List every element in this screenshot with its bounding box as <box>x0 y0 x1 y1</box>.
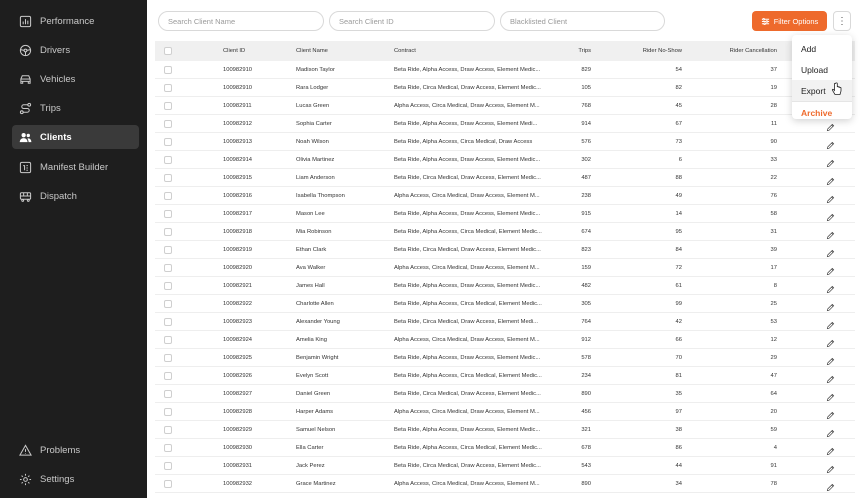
chart-icon <box>19 15 32 28</box>
contract-cell: Beta Ride, Alpha Access, Circa Medical, Element Medic... <box>394 229 542 235</box>
no-show-cell: 14 <box>675 211 682 217</box>
row-checkbox[interactable] <box>164 462 172 470</box>
no-show-cell: 38 <box>675 427 682 433</box>
table-row[interactable] <box>155 169 855 187</box>
cancellation-cell: 17 <box>770 265 777 271</box>
cancellation-cell: 8 <box>773 283 777 289</box>
sidebar-item-manifest-builder[interactable] <box>12 155 139 179</box>
client-name-cell: James Hall <box>296 283 325 289</box>
table-row[interactable] <box>155 421 855 439</box>
row-checkbox[interactable] <box>164 84 172 92</box>
cancellation-cell: 39 <box>770 247 777 253</box>
cancellation-cell: 64 <box>770 391 777 397</box>
edit-icon[interactable] <box>826 371 835 380</box>
client-id-cell: 100982925 <box>223 355 253 361</box>
cancellation-cell: 20 <box>770 409 777 415</box>
contract-cell: Beta Ride, Circa Medical, Draw Access, Element Medic... <box>394 391 541 397</box>
no-show-cell: 34 <box>675 481 682 487</box>
row-checkbox[interactable] <box>164 408 172 416</box>
client-id-cell: 100982923 <box>223 319 253 325</box>
row-checkbox[interactable] <box>164 264 172 272</box>
client-name-cell: Noah Wilson <box>296 139 329 145</box>
row-checkbox[interactable] <box>164 282 172 290</box>
table-row[interactable] <box>155 313 855 331</box>
client-id-cell: 100982921 <box>223 283 253 289</box>
client-name-cell: Samuel Nelson <box>296 427 336 433</box>
no-show-cell: 99 <box>675 301 682 307</box>
edit-icon[interactable] <box>826 227 835 236</box>
table-row[interactable] <box>155 187 855 205</box>
no-show-cell: 84 <box>675 247 682 253</box>
contract-cell: Beta Ride, Alpha Access, Draw Access, Element Medic... <box>394 67 541 73</box>
client-name-cell: Grace Martinez <box>296 481 336 487</box>
trips-cell: 829 <box>581 67 591 73</box>
trips-cell: 890 <box>581 391 591 397</box>
edit-icon[interactable] <box>826 461 835 470</box>
sidebar-item-trips[interactable] <box>12 96 139 120</box>
cancellation-cell: 59 <box>770 427 777 433</box>
table-header <box>155 41 855 61</box>
no-show-cell: 70 <box>675 355 682 361</box>
table-row[interactable] <box>155 151 855 169</box>
no-show-cell: 67 <box>675 121 682 127</box>
car-icon <box>19 73 32 86</box>
menu-item-export[interactable]: Export <box>792 80 852 101</box>
filter-options-label: Filter Options <box>773 16 819 26</box>
client-name-cell: Amelia King <box>296 337 327 343</box>
edit-icon[interactable] <box>826 353 835 362</box>
warning-icon <box>19 444 32 457</box>
client-id-cell: 100982913 <box>223 139 253 145</box>
row-checkbox[interactable] <box>164 336 172 344</box>
table-row[interactable] <box>155 385 855 403</box>
client-name-cell: Madison Taylor <box>296 67 335 73</box>
trips-cell: 764 <box>581 319 591 325</box>
client-name-cell: Olivia Martinez <box>296 157 335 163</box>
edit-icon[interactable] <box>826 299 835 308</box>
edit-icon[interactable] <box>826 209 835 218</box>
contract-cell: Alpha Access, Circa Medical, Draw Access, Element M... <box>394 265 540 271</box>
contract-cell: Alpha Access, Circa Medical, Draw Access, Element M... <box>394 481 540 487</box>
no-show-cell: 86 <box>675 445 682 451</box>
header-client-name[interactable]: Client Name <box>296 48 328 54</box>
contract-cell: Alpha Access, Circa Medical, Draw Access, Element M... <box>394 103 540 109</box>
cancellation-cell: 78 <box>770 481 777 487</box>
trips-cell: 678 <box>581 445 591 451</box>
row-checkbox[interactable] <box>164 354 172 362</box>
client-id-cell: 100982931 <box>223 463 253 469</box>
table-row[interactable] <box>155 115 855 133</box>
row-checkbox[interactable] <box>164 120 172 128</box>
header-contract[interactable]: Contract <box>394 48 416 54</box>
gear-icon <box>19 473 32 486</box>
contract-cell: Beta Ride, Alpha Access, Circa Medical, Draw Access <box>394 139 533 145</box>
client-id-cell: 100982930 <box>223 445 253 451</box>
table-row[interactable] <box>155 277 855 295</box>
edit-icon[interactable] <box>826 281 835 290</box>
steering-wheel-icon <box>19 44 32 57</box>
sidebar-item-clients[interactable] <box>12 125 139 149</box>
cancellation-cell: 22 <box>770 175 777 181</box>
client-name-cell: Isabella Thompson <box>296 193 345 199</box>
sidebar-item-problems[interactable] <box>12 438 139 462</box>
cancellation-cell: 11 <box>770 121 777 127</box>
client-id-cell: 100982929 <box>223 427 253 433</box>
client-id-cell: 100982919 <box>223 247 253 253</box>
trips-cell: 238 <box>581 193 591 199</box>
table-row[interactable] <box>155 367 855 385</box>
select-all-checkbox[interactable] <box>164 47 172 55</box>
no-show-cell: 88 <box>675 175 682 181</box>
client-id-cell: 100982911 <box>223 103 252 109</box>
trips-cell: 576 <box>581 139 591 145</box>
table-row[interactable] <box>155 349 855 367</box>
row-checkbox[interactable] <box>164 210 172 218</box>
trips-cell: 914 <box>581 121 591 127</box>
no-show-cell: 6 <box>678 157 682 163</box>
trips-cell: 456 <box>581 409 591 415</box>
more-options-button[interactable] <box>833 11 851 31</box>
edit-icon[interactable] <box>826 191 835 200</box>
row-checkbox[interactable] <box>164 390 172 398</box>
bus-icon <box>19 190 32 203</box>
trips-cell: 890 <box>581 481 591 487</box>
client-id-cell: 100982922 <box>223 301 253 307</box>
edit-icon[interactable] <box>826 317 835 326</box>
menu-item-archive[interactable]: Archive <box>801 107 833 118</box>
cancellation-cell: 12 <box>770 337 777 343</box>
search-client-name-input[interactable] <box>158 11 324 31</box>
client-name-cell: Ella Carter <box>296 445 324 451</box>
menu-item-upload[interactable]: Upload <box>801 64 828 75</box>
client-name-cell: Alexander Young <box>296 319 340 325</box>
sidebar-item-label: Problems <box>40 444 81 456</box>
client-id-cell: 100982924 <box>223 337 253 343</box>
no-show-cell: 42 <box>675 319 682 325</box>
trips-cell: 823 <box>581 247 591 253</box>
cancellation-cell: 19 <box>770 85 777 91</box>
row-checkbox[interactable] <box>164 174 172 182</box>
table-row[interactable] <box>155 295 855 313</box>
sidebar-item-performance[interactable] <box>12 9 139 33</box>
sidebar-item-vehicles[interactable] <box>12 67 139 91</box>
row-checkbox[interactable] <box>164 372 172 380</box>
edit-icon[interactable] <box>826 263 835 272</box>
table-row[interactable] <box>155 133 855 151</box>
cancellation-cell: 76 <box>770 193 777 199</box>
table-row[interactable] <box>155 403 855 421</box>
blacklisted-client-input[interactable] <box>500 11 665 31</box>
contract-cell: Beta Ride, Circa Medical, Draw Access, Element Medic... <box>394 247 541 253</box>
search-client-id-input[interactable] <box>329 11 495 31</box>
sidebar-item-label: Clients <box>40 131 72 143</box>
table-row[interactable] <box>155 79 855 97</box>
edit-icon[interactable] <box>826 155 835 164</box>
contract-cell: Alpha Access, Circa Medical, Draw Access, Element M... <box>394 409 540 415</box>
edit-icon[interactable] <box>826 443 835 452</box>
contract-cell: Beta Ride, Alpha Access, Circa Medical, Element Medic... <box>394 301 542 307</box>
row-checkbox[interactable] <box>164 138 172 146</box>
contract-cell: Beta Ride, Circa Medical, Draw Access, Element Medi... <box>394 319 539 325</box>
row-checkbox[interactable] <box>164 480 172 488</box>
client-id-cell: 100982917 <box>223 211 253 217</box>
edit-icon[interactable] <box>826 479 835 488</box>
table-row[interactable] <box>155 205 855 223</box>
client-id-cell: 100982910 <box>223 67 253 73</box>
trips-cell: 543 <box>581 463 591 469</box>
trips-cell: 912 <box>581 337 591 343</box>
cancellation-cell: 91 <box>770 463 777 469</box>
trips-cell: 482 <box>581 283 591 289</box>
contract-cell: Beta Ride, Alpha Access, Draw Access, Element Medic... <box>394 283 541 289</box>
client-name-cell: Jack Perez <box>296 463 325 469</box>
client-name-cell: Harper Adams <box>296 409 334 415</box>
cancellation-cell: 53 <box>770 319 777 325</box>
route-icon <box>19 102 32 115</box>
table-row[interactable] <box>155 223 855 241</box>
no-show-cell: 72 <box>675 265 682 271</box>
contract-cell: Beta Ride, Alpha Access, Draw Access, Element Medic... <box>394 211 541 217</box>
trips-cell: 578 <box>581 355 591 361</box>
sidebar-item-label: Performance <box>40 15 95 27</box>
header-rider-no-show[interactable]: Rider No-Show <box>642 48 682 54</box>
no-show-cell: 44 <box>675 463 682 469</box>
sidebar-item-drivers[interactable] <box>12 38 139 62</box>
contract-cell: Beta Ride, Alpha Access, Draw Access, Element Medi... <box>394 121 538 127</box>
trips-cell: 674 <box>581 229 591 235</box>
table-row[interactable] <box>155 259 855 277</box>
table-row[interactable] <box>155 475 855 493</box>
client-name-cell: Liam Anderson <box>296 175 335 181</box>
edit-icon[interactable] <box>826 407 835 416</box>
header-client-id[interactable]: Client ID <box>223 48 246 54</box>
trips-cell: 305 <box>581 301 591 307</box>
contract-cell: Beta Ride, Alpha Access, Circa Medical, Element Medic... <box>394 373 542 379</box>
client-id-cell: 100982912 <box>223 121 253 127</box>
table-row[interactable] <box>155 61 855 79</box>
menu-item-add[interactable]: Add <box>801 43 817 54</box>
sidebar-item-dispatch[interactable] <box>12 184 139 208</box>
no-show-cell: 81 <box>675 373 682 379</box>
sidebar-item-settings[interactable] <box>12 467 139 491</box>
pointer-cursor-icon <box>831 82 842 96</box>
no-show-cell: 49 <box>675 193 682 199</box>
edit-icon[interactable] <box>826 137 835 146</box>
cancellation-cell: 28 <box>770 103 777 109</box>
no-show-cell: 82 <box>675 85 682 91</box>
no-show-cell: 66 <box>675 337 682 343</box>
trips-cell: 302 <box>581 157 591 163</box>
cancellation-cell: 58 <box>770 211 777 217</box>
table-row[interactable] <box>155 439 855 457</box>
table-row[interactable] <box>155 97 855 115</box>
contract-cell: Beta Ride, Alpha Access, Circa Medical, Element Medic... <box>394 445 542 451</box>
table-row[interactable] <box>155 331 855 349</box>
edit-icon[interactable] <box>826 389 835 398</box>
row-checkbox[interactable] <box>164 156 172 164</box>
header-trips[interactable]: Trips <box>578 48 591 54</box>
client-id-cell: 100982932 <box>223 481 253 487</box>
client-id-cell: 100982928 <box>223 409 253 415</box>
no-show-cell: 73 <box>675 139 682 145</box>
filter-icon <box>761 17 770 26</box>
edit-icon[interactable] <box>826 245 835 254</box>
trips-cell: 234 <box>581 373 591 379</box>
no-show-cell: 61 <box>675 283 682 289</box>
table-row[interactable] <box>155 241 855 259</box>
contract-cell: Beta Ride, Alpha Access, Draw Access, Element Medic... <box>394 355 541 361</box>
manifest-icon <box>19 161 32 174</box>
trips-cell: 159 <box>581 265 591 271</box>
client-id-cell: 100982926 <box>223 373 253 379</box>
client-name-cell: Ava Walker <box>296 265 326 271</box>
trips-cell: 487 <box>581 175 591 181</box>
contract-cell: Beta Ride, Alpha Access, Draw Access, Element Medic... <box>394 427 541 433</box>
edit-icon[interactable] <box>826 173 835 182</box>
client-name-cell: Sophia Carter <box>296 121 332 127</box>
row-checkbox[interactable] <box>164 426 172 434</box>
row-checkbox[interactable] <box>164 66 172 74</box>
no-show-cell: 54 <box>675 67 682 73</box>
contract-cell: Beta Ride, Circa Medical, Draw Access, Element Medic... <box>394 85 541 91</box>
sidebar-item-label: Settings <box>40 473 75 485</box>
row-checkbox[interactable] <box>164 300 172 308</box>
edit-icon[interactable] <box>826 335 835 344</box>
contract-cell: Alpha Access, Circa Medical, Draw Access, Element M... <box>394 193 540 199</box>
client-name-cell: Mason Lee <box>296 211 325 217</box>
client-name-cell: Charlotte Allen <box>296 301 334 307</box>
edit-icon[interactable] <box>826 425 835 434</box>
contract-cell: Alpha Access, Circa Medical, Draw Access, Element M... <box>394 337 540 343</box>
no-show-cell: 97 <box>675 409 682 415</box>
contract-cell: Beta Ride, Circa Medical, Draw Access, Element Medic... <box>394 463 541 469</box>
users-icon <box>19 131 32 144</box>
client-id-cell: 100982910 <box>223 85 253 91</box>
client-id-cell: 100982914 <box>223 157 253 163</box>
client-id-cell: 100982915 <box>223 175 253 181</box>
client-id-cell: 100982920 <box>223 265 253 271</box>
options-menu <box>792 35 852 119</box>
client-id-cell: 100982918 <box>223 229 253 235</box>
sidebar-item-label: Drivers <box>40 44 71 56</box>
trips-cell: 915 <box>581 211 591 217</box>
client-name-cell: Mia Robinson <box>296 229 332 235</box>
cancellation-cell: 47 <box>770 373 777 379</box>
cancellation-cell: 4 <box>773 445 777 451</box>
row-checkbox[interactable] <box>164 318 172 326</box>
header-rider-cancellation[interactable]: Rider Cancellation <box>729 48 777 54</box>
cancellation-cell: 31 <box>770 229 777 235</box>
contract-cell: Beta Ride, Circa Medical, Draw Access, Element Medic... <box>394 175 541 181</box>
more-vertical-icon: ⋮ <box>837 15 847 27</box>
no-show-cell: 45 <box>675 103 682 109</box>
sidebar <box>0 0 147 498</box>
client-name-cell: Daniel Green <box>296 391 331 397</box>
client-name-cell: Benjamin Wright <box>296 355 339 361</box>
sidebar-item-label: Vehicles <box>40 73 76 85</box>
client-id-cell: 100982916 <box>223 193 253 199</box>
row-checkbox[interactable] <box>164 246 172 254</box>
trips-cell: 321 <box>581 427 591 433</box>
cancellation-cell: 90 <box>770 139 777 145</box>
cancellation-cell: 33 <box>770 157 777 163</box>
row-checkbox[interactable] <box>164 102 172 110</box>
client-name-cell: Evelyn Scott <box>296 373 329 379</box>
row-checkbox[interactable] <box>164 444 172 452</box>
cancellation-cell: 37 <box>770 67 777 73</box>
row-checkbox[interactable] <box>164 228 172 236</box>
row-checkbox[interactable] <box>164 192 172 200</box>
trips-cell: 768 <box>581 103 591 109</box>
client-name-cell: Lucas Green <box>296 103 330 109</box>
client-name-cell: Ethan Clark <box>296 247 327 253</box>
sidebar-item-label: Manifest Builder <box>40 161 109 173</box>
sidebar-item-label: Dispatch <box>40 190 77 202</box>
cancellation-cell: 29 <box>770 355 777 361</box>
client-id-cell: 100982927 <box>223 391 253 397</box>
trips-cell: 105 <box>581 85 591 91</box>
filter-options-button[interactable] <box>752 11 827 31</box>
cancellation-cell: 25 <box>770 301 777 307</box>
no-show-cell: 95 <box>675 229 682 235</box>
no-show-cell: 35 <box>675 391 682 397</box>
contract-cell: Beta Ride, Alpha Access, Draw Access, Element Medic... <box>394 157 541 163</box>
sidebar-item-label: Trips <box>40 102 61 114</box>
client-name-cell: Rara Lodger <box>296 85 329 91</box>
table-row[interactable] <box>155 457 855 475</box>
